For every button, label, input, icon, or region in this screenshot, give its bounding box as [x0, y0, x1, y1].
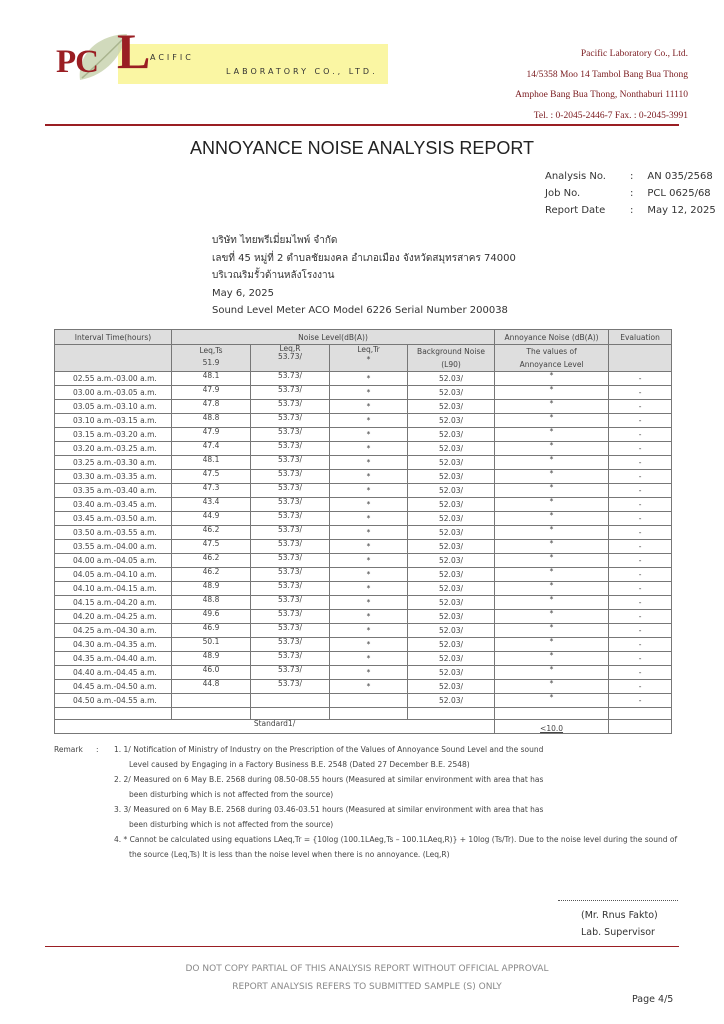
cell-leqr: 53.73/ [251, 484, 330, 498]
cell-evaluation: - [609, 484, 672, 498]
header-annoyance-values-1: The values of [526, 347, 577, 356]
cell-evaluation: - [609, 414, 672, 428]
meta-row [545, 185, 716, 202]
table-row [55, 652, 672, 666]
table-row [55, 610, 672, 624]
cell-leqtr: * [330, 540, 408, 554]
meta-label: Report Date [545, 205, 606, 216]
cell-background: 52.03/ [408, 428, 495, 442]
table-row [55, 596, 672, 610]
meta-label: Analysis No. [545, 171, 606, 182]
cell-background: 52.03/ [408, 666, 495, 680]
cell-annoyance: * [495, 526, 609, 540]
cell-interval: 04.35 a.m.-04.40 a.m. [55, 652, 172, 666]
cell-evaluation: - [609, 512, 672, 526]
cell-background: 52.03/ [408, 498, 495, 512]
client-location: บริเวณริมรั้วด้านหลังโรงงาน [212, 270, 335, 281]
remark-item: 1. 1/ Notification of Ministry of Industry on the Prescription of the Values of Annoyance Sound Level and the sound [114, 745, 544, 754]
report-meta [545, 168, 716, 219]
header-noise-level: Noise Level(dB(A)) [172, 330, 495, 345]
meta-row [545, 202, 716, 219]
cell-annoyance: * [495, 498, 609, 512]
cell-annoyance: * [495, 596, 609, 610]
cell-leqts: 48.8 [172, 596, 251, 610]
cell-annoyance: * [495, 568, 609, 582]
cell-leqtr: * [330, 610, 408, 624]
cell-background: 52.03/ [408, 372, 495, 386]
cell-annoyance: * [495, 666, 609, 680]
cell-leqts: 48.9 [172, 582, 251, 596]
client-address: เลขที่ 45 หมู่ที่ 2 ตำบลชัยมงคล อำเภอเมือง จังหวัดสมุทรสาคร 74000 [212, 252, 516, 264]
cell-leqr: 53.73/ [251, 638, 330, 652]
header-leqr-label: Leq,R [279, 344, 301, 353]
cell-leqts: 47.9 [172, 386, 251, 400]
company-address-2: Amphoe Bang Bua Thong, Nonthaburi 11110 [515, 90, 688, 100]
cell-interval: 04.30 a.m.-04.35 a.m. [55, 638, 172, 652]
cell-evaluation: - [609, 400, 672, 414]
cell-leqtr: * [330, 596, 408, 610]
cell-evaluation: - [609, 386, 672, 400]
table-row [55, 568, 672, 582]
header-background [408, 345, 495, 372]
cell-leqts: 49.6 [172, 610, 251, 624]
cell-interval: 03.30 a.m.-03.35 a.m. [55, 470, 172, 484]
meta-colon: : [629, 205, 634, 216]
cell-leqr: 53.73/ [251, 554, 330, 568]
header-leqts [172, 345, 251, 372]
standard-row [55, 720, 672, 734]
footer-rule [45, 946, 679, 947]
cell-background: 52.03/ [408, 456, 495, 470]
cell-leqts: 47.5 [172, 470, 251, 484]
cell-leqtr: * [330, 638, 408, 652]
cell-leqtr: * [330, 456, 408, 470]
table-row [55, 456, 672, 470]
cell-leqtr: * [330, 582, 408, 596]
header-leqr [251, 345, 330, 372]
signature-line [558, 900, 678, 901]
cell-background: 52.03/ [408, 694, 495, 708]
cell-leqts: 46.2 [172, 554, 251, 568]
cell-evaluation: - [609, 498, 672, 512]
cell-leqr: 53.73/ [251, 512, 330, 526]
cell-interval: 04.00 a.m.-04.05 a.m. [55, 554, 172, 568]
cell-background: 52.03/ [408, 582, 495, 596]
cell-leqr: 53.73/ [251, 428, 330, 442]
cell-annoyance: * [495, 428, 609, 442]
table-row [55, 414, 672, 428]
cell-evaluation: - [609, 526, 672, 540]
standard-value [495, 720, 609, 734]
company-name: Pacific Laboratory Co., Ltd. [580, 49, 688, 59]
company-info [515, 44, 688, 126]
cell-evaluation: - [609, 610, 672, 624]
logo-banner [118, 44, 388, 84]
table-row [55, 428, 672, 442]
cell-annoyance: * [495, 386, 609, 400]
cell-leqts: 46.0 [172, 666, 251, 680]
cell-leqtr: * [330, 624, 408, 638]
cell-leqr: 53.73/ [251, 400, 330, 414]
cell-annoyance: * [495, 456, 609, 470]
cell-leqr: 53.73/ [251, 610, 330, 624]
cell-leqtr: * [330, 400, 408, 414]
cell-leqtr: * [330, 498, 408, 512]
cell-leqts: 44.9 [172, 512, 251, 526]
company-address-1: 14/5358 Moo 14 Tambol Bang Bua Thong [526, 69, 688, 80]
signatory-role: Lab. Supervisor [581, 927, 655, 938]
cell-annoyance: * [495, 414, 609, 428]
remark-item: been disturbing which is not affected from the source) [129, 790, 334, 799]
cell-interval: 03.35 a.m.-03.40 a.m. [55, 484, 172, 498]
remark-item: the source (Leq,Ts) It is less than the noise level when there is no annoyance. (Leq,R) [129, 850, 450, 859]
table-row [55, 624, 672, 638]
cell-leqr: 53.73/ [251, 470, 330, 484]
cell-leqtr: * [330, 428, 408, 442]
cell-leqr: 53.73/ [251, 442, 330, 456]
cell-leqtr: * [330, 680, 408, 694]
signature-block [581, 907, 658, 941]
client-name: บริษัท ไทยพรีเมี่ยมไพพ์ จำกัด [212, 235, 338, 246]
footer [0, 960, 724, 996]
header-annoyance-values [495, 345, 609, 372]
cell-evaluation: - [609, 666, 672, 680]
cell-background: 52.03/ [408, 610, 495, 624]
cell-evaluation: - [609, 624, 672, 638]
cell-evaluation: - [609, 372, 672, 386]
meta-value: PCL 0625/68 [647, 188, 711, 199]
table-row [55, 666, 672, 680]
cell-leqtr: * [330, 554, 408, 568]
cell-background: 52.03/ [408, 526, 495, 540]
cell-interval: 03.15 a.m.-03.20 a.m. [55, 428, 172, 442]
cell-annoyance: * [495, 470, 609, 484]
cell-annoyance: * [495, 442, 609, 456]
cell-leqts: 47.5 [172, 540, 251, 554]
cell-evaluation: - [609, 456, 672, 470]
meta-colon: : [629, 171, 634, 182]
cell-evaluation: - [609, 652, 672, 666]
cell-leqr: 53.73/ [251, 680, 330, 694]
cell-background: 52.03/ [408, 442, 495, 456]
footer-line-2: REPORT ANALYSIS REFERS TO SUBMITTED SAMPLE (S) ONLY [232, 982, 502, 992]
cell-interval: 04.40 a.m.-04.45 a.m. [55, 666, 172, 680]
cell-interval: 03.20 a.m.-03.25 a.m. [55, 442, 172, 456]
cell-interval: 03.25 a.m.-03.30 a.m. [55, 456, 172, 470]
header-leqts-label: Leq,Ts [199, 346, 223, 355]
cell-leqts: 48.1 [172, 372, 251, 386]
standard-value-text: <10.0 [540, 724, 564, 733]
cell-evaluation: - [609, 540, 672, 554]
cell-leqtr: * [330, 652, 408, 666]
cell-interval: 03.05 a.m.-03.10 a.m. [55, 400, 172, 414]
cell-interval: 04.25 a.m.-04.30 a.m. [55, 624, 172, 638]
cell-leqtr: * [330, 484, 408, 498]
page-number: Page 4/5 [632, 994, 674, 1005]
remark-item: been disturbing which is not affected from the source) [129, 820, 334, 829]
cell-annoyance: * [495, 554, 609, 568]
cell-leqr: 53.73/ [251, 624, 330, 638]
cell-annoyance: * [495, 484, 609, 498]
table-blank-row [55, 708, 672, 720]
header-annoyance: Annoyance Noise (dB(A)) [495, 330, 609, 345]
cell-interval: 04.15 a.m.-04.20 a.m. [55, 596, 172, 610]
header-evaluation: Evaluation [609, 330, 672, 345]
company-contact: Tel. : 0-2045-2446-7 Fax. : 0-2045-3991 [533, 110, 688, 121]
cell-leqts [172, 694, 251, 708]
cell-evaluation: - [609, 470, 672, 484]
meta-value: AN 035/2568 [647, 171, 713, 182]
cell-annoyance: * [495, 372, 609, 386]
cell-interval: 03.45 a.m.-03.50 a.m. [55, 512, 172, 526]
remark-colon: : [96, 745, 99, 754]
meta-colon: : [629, 188, 634, 199]
noise-table-wrap [54, 329, 671, 734]
header-evaluation-blank [609, 345, 672, 372]
cell-leqts: 48.1 [172, 456, 251, 470]
cell-evaluation: - [609, 428, 672, 442]
sampling-date: May 6, 2025 [212, 287, 275, 299]
cell-interval: 04.05 a.m.-04.10 a.m. [55, 568, 172, 582]
cell-leqr: 53.73/ [251, 652, 330, 666]
cell-evaluation: - [609, 680, 672, 694]
remark-label: Remark [54, 745, 83, 754]
meta-row [545, 168, 716, 185]
cell-evaluation: - [609, 554, 672, 568]
table-row [55, 554, 672, 568]
header-interval-blank [55, 345, 172, 372]
cell-interval: 03.50 a.m.-03.55 a.m. [55, 526, 172, 540]
logo-l: L [117, 23, 151, 79]
cell-leqr: 53.73/ [251, 526, 330, 540]
cell-leqts: 44.8 [172, 680, 251, 694]
table-row [55, 526, 672, 540]
remark-item: 2. 2/ Measured on 6 May B.E. 2568 during 08.50-08.55 hours (Measured at similar environment with area that has [114, 775, 544, 784]
cell-leqts: 46.9 [172, 624, 251, 638]
header-leqts-value: 51.9 [202, 358, 220, 367]
cell-leqtr: * [330, 512, 408, 526]
standard-label: Standard1/ [55, 720, 495, 734]
meta-label: Job No. [545, 188, 581, 199]
cell-leqts: 50.1 [172, 638, 251, 652]
table-row [55, 638, 672, 652]
cell-background: 52.03/ [408, 400, 495, 414]
cell-evaluation: - [609, 442, 672, 456]
cell-annoyance: * [495, 694, 609, 708]
cell-annoyance: * [495, 610, 609, 624]
table-row [55, 484, 672, 498]
cell-interval: 03.00 a.m.-03.05 a.m. [55, 386, 172, 400]
cell-leqts: 46.2 [172, 526, 251, 540]
cell-leqtr: * [330, 526, 408, 540]
cell-interval: 04.50 a.m.-04.55 a.m. [55, 694, 172, 708]
cell-leqtr: * [330, 442, 408, 456]
header-leqtr [330, 345, 408, 372]
cell-leqr: 53.73/ [251, 568, 330, 582]
noise-table [54, 329, 672, 734]
header-leqtr-value: * [366, 355, 371, 364]
cell-interval: 03.55 a.m.-04.00 a.m. [55, 540, 172, 554]
logo-pacific: ACIFIC [150, 53, 194, 62]
table-row [55, 400, 672, 414]
cell-evaluation: - [609, 596, 672, 610]
cell-leqr: 53.73/ [251, 498, 330, 512]
cell-interval: 04.20 a.m.-04.25 a.m. [55, 610, 172, 624]
cell-leqts: 47.3 [172, 484, 251, 498]
remark-item: Level caused by Engaging in a Factory Business B.E. 2548 (Dated 27 December B.E. 2548) [129, 760, 470, 769]
remarks-list [114, 742, 724, 862]
cell-interval: 03.10 a.m.-03.15 a.m. [55, 414, 172, 428]
cell-evaluation: - [609, 568, 672, 582]
cell-background: 52.03/ [408, 624, 495, 638]
cell-leqtr: * [330, 470, 408, 484]
cell-annoyance: * [495, 540, 609, 554]
logo-laboratory: LABORATORY CO., LTD. [226, 67, 378, 76]
cell-interval: 04.45 a.m.-04.50 a.m. [55, 680, 172, 694]
cell-annoyance: * [495, 624, 609, 638]
cell-leqtr: * [330, 386, 408, 400]
table-row [55, 680, 672, 694]
cell-interval: 04.10 a.m.-04.15 a.m. [55, 582, 172, 596]
table-row [55, 582, 672, 596]
header-background-unit: (L90) [441, 360, 461, 369]
cell-evaluation: - [609, 582, 672, 596]
cell-leqr: 53.73/ [251, 372, 330, 386]
header-annoyance-values-2: Annoyance Level [519, 360, 584, 369]
table-row [55, 498, 672, 512]
cell-leqr: 53.73/ [251, 386, 330, 400]
cell-background: 52.03/ [408, 414, 495, 428]
remark-item: 3. 3/ Measured on 6 May B.E. 2568 during 03.46-03.51 hours (Measured at similar environment with area that has [114, 805, 544, 814]
instrument: Sound Level Meter ACO Model 6226 Serial Number 200038 [212, 305, 508, 316]
cell-interval: 03.40 a.m.-03.45 a.m. [55, 498, 172, 512]
cell-leqts: 48.9 [172, 652, 251, 666]
cell-background: 52.03/ [408, 470, 495, 484]
cell-annoyance: * [495, 582, 609, 596]
cell-leqts: 47.4 [172, 442, 251, 456]
cell-leqtr [330, 694, 408, 708]
cell-annoyance: * [495, 680, 609, 694]
cell-leqr: 53.73/ [251, 582, 330, 596]
table-row [55, 442, 672, 456]
cell-annoyance: * [495, 400, 609, 414]
table-row [55, 512, 672, 526]
cell-evaluation: - [609, 694, 672, 708]
cell-background: 52.03/ [408, 652, 495, 666]
cell-evaluation: - [609, 638, 672, 652]
cell-background: 52.03/ [408, 540, 495, 554]
table-row [55, 470, 672, 484]
table-row [55, 386, 672, 400]
report-title: ANNOYANCE NOISE ANALYSIS REPORT [189, 138, 535, 158]
cell-background: 52.03/ [408, 554, 495, 568]
header-background-label: Background Noise [417, 347, 485, 356]
cell-background: 52.03/ [408, 638, 495, 652]
header-interval: Interval Time(hours) [55, 330, 172, 345]
cell-leqr: 53.73/ [251, 666, 330, 680]
cell-leqts: 48.8 [172, 414, 251, 428]
cell-background: 52.03/ [408, 680, 495, 694]
cell-annoyance: * [495, 638, 609, 652]
cell-interval: 02.55 a.m.-03.00 a.m. [55, 372, 172, 386]
cell-background: 52.03/ [408, 386, 495, 400]
cell-background: 52.03/ [408, 596, 495, 610]
cell-leqtr: * [330, 568, 408, 582]
cell-annoyance: * [495, 652, 609, 666]
cell-background: 52.03/ [408, 568, 495, 582]
footer-line-1: DO NOT COPY PARTIAL OF THIS ANALYSIS REPORT WITHOUT OFFICIAL APPROVAL [185, 964, 549, 974]
cell-leqr: 53.73/ [251, 540, 330, 554]
cell-leqtr: * [330, 372, 408, 386]
table-row [55, 540, 672, 554]
cell-leqr [251, 694, 330, 708]
cell-leqts: 46.2 [172, 568, 251, 582]
cell-leqts: 47.9 [172, 428, 251, 442]
cell-annoyance: * [495, 512, 609, 526]
signatory-name: (Mr. Rnus Fakto) [581, 910, 658, 921]
table-row [55, 694, 672, 708]
header-leqtr-label: Leq,Tr [357, 345, 380, 354]
cell-leqtr: * [330, 666, 408, 680]
meta-value: May 12, 2025 [647, 205, 716, 216]
header-leqr-value: 53.73/ [278, 352, 302, 361]
remark-item: 4. * Cannot be calculated using equations LAeq,Tr = {10log (100.1LAeg,Ts – 100.1LAeq,R)} + 10log (Ts/Tr). Due to the noise level during the sound of [114, 835, 678, 844]
cell-leqr: 53.73/ [251, 414, 330, 428]
client-info [212, 232, 516, 320]
header-rule [45, 124, 679, 126]
cell-background: 52.03/ [408, 512, 495, 526]
cell-leqts: 47.8 [172, 400, 251, 414]
cell-leqr: 53.73/ [251, 596, 330, 610]
cell-background: 52.03/ [408, 484, 495, 498]
logo-pc: PC [56, 44, 98, 80]
cell-leqtr: * [330, 414, 408, 428]
cell-leqts: 43.4 [172, 498, 251, 512]
table-row [55, 372, 672, 386]
cell-leqr: 53.73/ [251, 456, 330, 470]
